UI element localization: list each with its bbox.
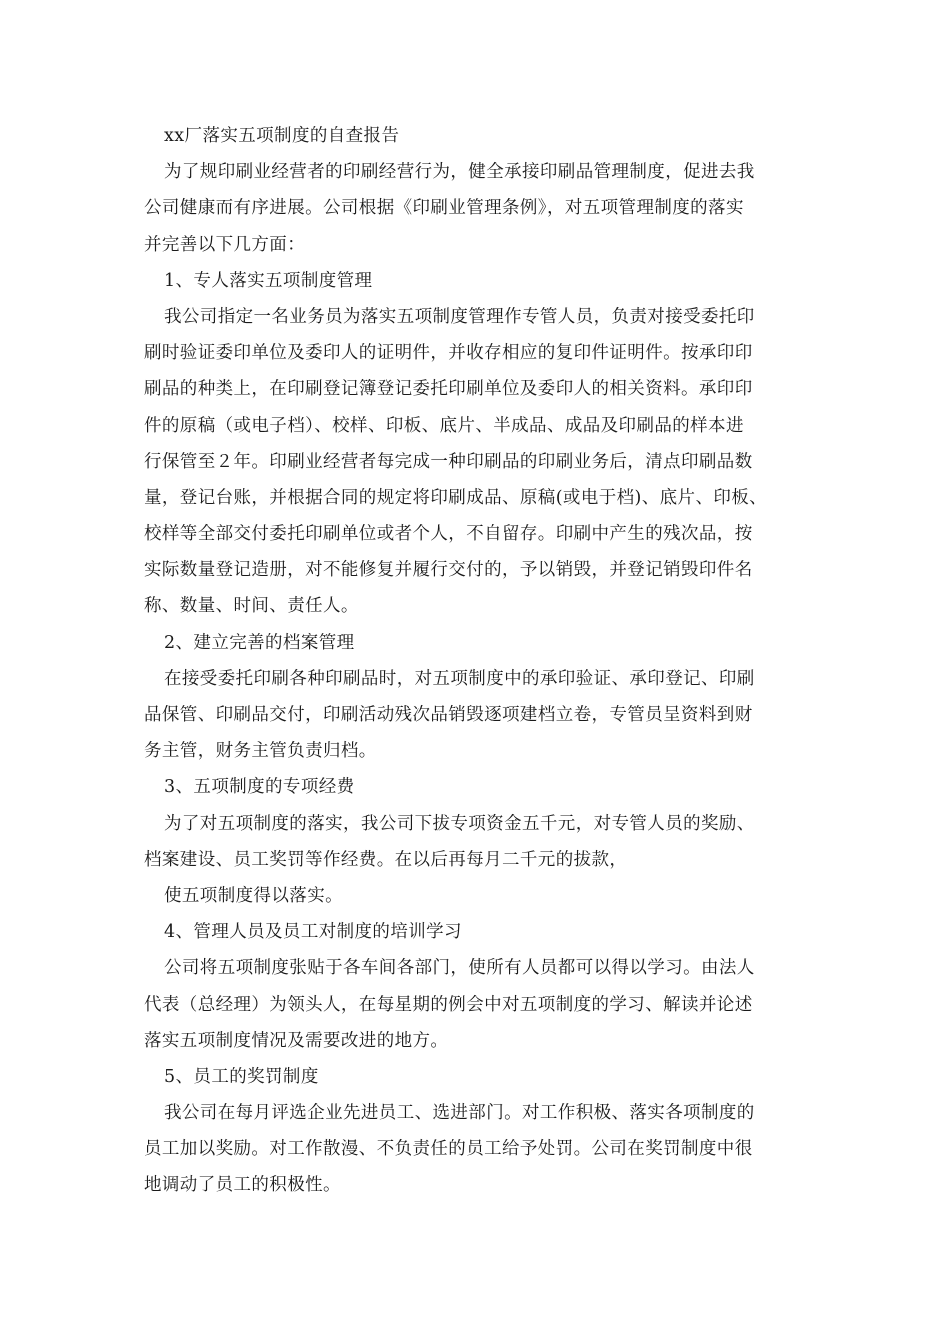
text-line: 为了对五项制度的落实，我公司下拔专项资金五千元，对专管人员的奖励、 [164, 813, 755, 834]
text-line: 校样等全部交付委托印刷单位或者个人，不自留存。印刷中产生的残次品，按 [144, 524, 753, 545]
document-lines [144, 154, 806, 1203]
text-line: 5、员工的奖罚制度 [164, 1066, 319, 1087]
text-line: 档案建设、员工奖罚等作经费。在以后再每月二千元的拔款， [144, 849, 628, 870]
text-line: 件的原稿（或电子档）、校样、印板、底片、半成品、成品及印刷品的样本进 [144, 415, 744, 436]
text-line: 为了规印刷业经营者的印刷经营行为，健全承接印刷品管理制度，促进去我 [164, 162, 755, 183]
text-line: 地调动了员工的积极性。 [144, 1175, 341, 1196]
text-line: 公司将五项制度张贴于各车间各部门，使所有人员都可以得以学习。由法人 [164, 958, 755, 979]
text-line: 称、数量、时间、责任人。 [144, 596, 359, 617]
text-line: 我公司在每月评选企业先进员工、选进部门。对工作积极、落实各项制度的 [164, 1103, 755, 1124]
text-line: 2、建立完善的档案管理 [164, 632, 355, 653]
text-line: 员工加以奖励。对工作散漫、不负责任的员工给予处罚。公司在奖罚制度中很 [144, 1139, 753, 1160]
document-body [144, 118, 806, 1204]
document-title: xx厂落实五项制度的自查报告 [164, 126, 400, 146]
text-line: 公司健康而有序进展。公司根据《印刷业管理条例》，对五项管理制度的落实 [144, 198, 744, 219]
text-line: 落实五项制度情况及需要改进的地方。 [144, 1030, 449, 1051]
text-line: 3、五项制度的专项经费 [164, 777, 355, 798]
text-line: 刷时验证委印单位及委印人的证明件，并收存相应的复印件证明件。按承印印 [144, 343, 753, 364]
text-line: 并完善以下几方面： [144, 234, 306, 255]
text-line: 量，登记台账，并根据合同的规定将印刷成品、原稿(或电于档)、底片、印板、 [144, 487, 768, 508]
text-line: 我公司指定一名业务员为落实五项制度管理作专管人员，负责对接受委托印 [164, 306, 755, 327]
text-line: 品保管、印刷品交付，印刷活动残次品销毁逐项建档立卷，专管员呈资料到财 [144, 705, 753, 725]
text-line: 务主管，财务主管负责归档。 [144, 741, 377, 762]
text-line: 代表（总经理）为领头人，在每星期的例会中对五项制度的学习、解读并论述 [144, 994, 753, 1015]
text-line: 4、管理人员及员工对制度的培训学习 [164, 922, 462, 943]
text-line: 行保管至２年。印刷业经营者每完成一种印刷品的印刷业务后，清点印刷品数 [144, 451, 753, 472]
text-line: 刷品的种类上，在印刷登记簿登记委托印刷单位及委印人的相关资料。承印印 [144, 379, 753, 400]
text-line: 实际数量登记造册，对不能修复并履行交付的，予以销毁，并登记销毁印件名 [144, 560, 753, 581]
text-line: 在接受委托印刷各种印刷品时，对五项制度中的承印验证、承印登记、印刷 [164, 668, 755, 689]
text-line: 使五项制度得以落实。 [164, 885, 343, 906]
text-line: 1、专人落实五项制度管理 [164, 270, 373, 291]
